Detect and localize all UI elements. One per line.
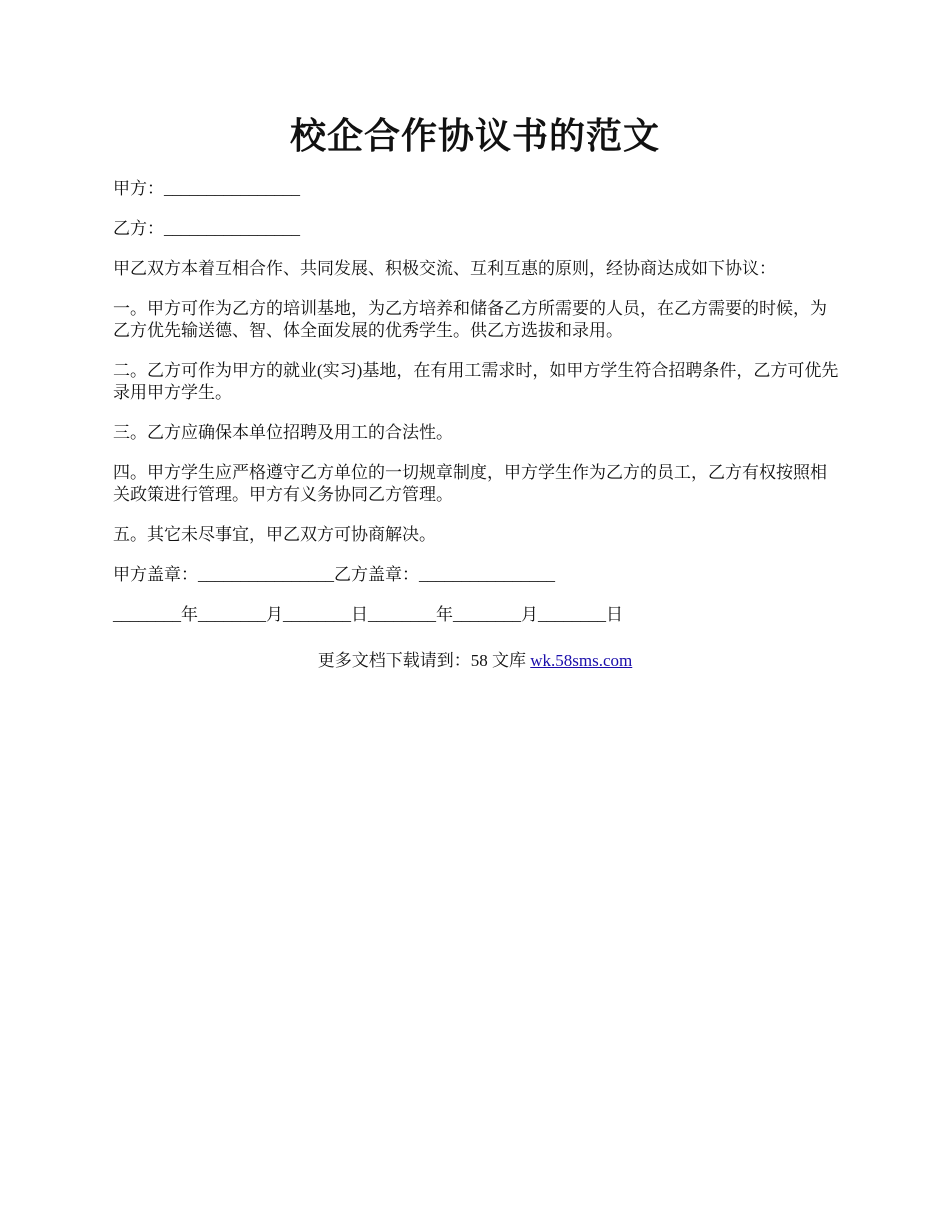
party-b-line: 乙方：________________ [113,219,300,238]
clause-5: 五。其它未尽事宜，甲乙双方可协商解决。 [113,525,436,544]
document-title: 校企合作协议书的范文 [289,116,660,156]
footer-text: 更多文档下载请到：58 文库 [317,651,531,670]
document-body [113,178,843,644]
footer-link[interactable]: wk.58sms.com [530,651,633,670]
intro-paragraph: 甲乙双方本着互相合作、共同发展、积极交流、互利互惠的原则，经协商达成如下协议： [113,259,776,278]
clause-4: 四。甲方学生应严格遵守乙方单位的一切规章制度，甲方学生作为乙方的员工，乙方有权按照相关政策进行管理。甲方有义务协同乙方管理。 [113,463,827,504]
clause-3: 三。乙方应确保本单位招聘及用工的合法性。 [113,423,453,442]
clause-2: 二。乙方可作为甲方的就业(实习)基地，在有用工需求时，如甲方学生符合招聘条件，乙方可优先录用甲方学生。 [113,361,839,402]
download-footer [0,650,950,672]
seal-line: 甲方盖章：________________乙方盖章：________________ [113,565,555,584]
clause-1: 一。甲方可作为乙方的培训基地，为乙方培养和储备乙方所需要的人员，在乙方需要的时候，为乙方优先输送德、智、体全面发展的优秀学生。供乙方选拔和录用。 [113,299,827,340]
party-a-line: 甲方：________________ [113,179,300,198]
date-line: ________年________月________日________年________月________日 [113,605,623,624]
